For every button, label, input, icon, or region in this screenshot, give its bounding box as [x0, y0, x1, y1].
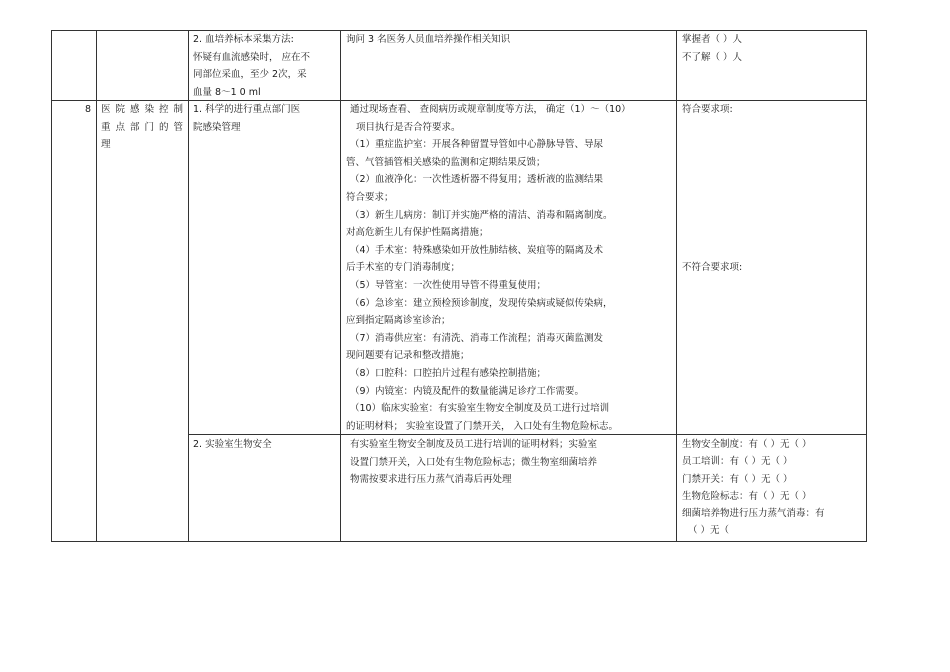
text-line: （6）急诊室：建立预检预诊制度，发现传染病或疑似传染病， — [350, 297, 613, 309]
text-line: 不了解（ ）人 — [682, 51, 743, 63]
text-line: 血量 8～1 0 ml — [193, 86, 261, 98]
item2-result — [682, 436, 864, 540]
text-line: 通过现场查看、 查阅病历或规章制度等方法， 确定（1）～（10） — [350, 104, 631, 115]
item2-title: 2. 实验室生物安全 — [193, 439, 272, 450]
text-line: 1. 科学的进行重点部门医 — [193, 104, 301, 115]
text-line: （3）新生儿病房：制订并实施严格的清洁、消毒和隔离制度。 — [350, 209, 613, 221]
text-line: 员工培训：有（ ）无（ ） — [682, 456, 793, 468]
text-line: 设置门禁开关，入口处有生物危险标志；微生物室细菌培养 — [350, 456, 598, 468]
text-line: 对高危新生儿有保护性隔离措施； — [346, 227, 489, 239]
prev-item-title — [193, 31, 335, 101]
text-line: 管、气管插管相关感染的监测和定期结果反馈； — [346, 156, 546, 168]
text-line: （9）内镜室：内镜及配件的数量能满足诊疗工作需要。 — [350, 385, 585, 397]
text-line: （2）血液净化：一次性透析器不得复用；透析液的监测结果 — [350, 174, 604, 186]
item1-result-fail: 不符合要求项: — [682, 262, 743, 273]
text-line: （7）消毒供应室：有清洗、消毒工作流程；消毒灭菌监测发 — [350, 332, 604, 344]
text-line: （5）导管室：一次性使用导管不得重复使用； — [350, 279, 547, 291]
text-line: （ ）无（ — [688, 525, 730, 537]
text-line: 掌握者（ ）人 — [682, 34, 743, 45]
item1-title — [193, 101, 335, 136]
prev-result — [682, 31, 862, 66]
text-line: 理 — [101, 139, 111, 151]
text-line: 细菌培养物进行压力蒸气消毒：有 — [682, 508, 825, 520]
item1-method — [346, 101, 672, 435]
text-line: （8）口腔科：口腔拍片过程有感染控制措施； — [350, 367, 547, 379]
text-line: 院感染管理 — [193, 121, 241, 133]
prev-method — [346, 31, 672, 49]
text-line: 医 院 感 染 控 制 — [101, 104, 183, 115]
text-line: 应到指定隔离诊室诊治； — [346, 315, 451, 327]
text-line: 后手术室的专门消毒制度； — [346, 262, 461, 274]
category-title — [101, 101, 183, 154]
text-line: 项目执行是否合符要求。 — [356, 121, 461, 133]
text-line: （1）重症监护室：开展各种留置导管如中心静脉导管、导尿 — [350, 139, 604, 151]
text-line: 2. 血培养标本采集方法: — [193, 34, 294, 45]
item1-result-pass: 符合要求项: — [682, 104, 733, 115]
text-line: 生物危险标志：有（ ）无（ ） — [682, 490, 812, 502]
text-line: 询问 3 名医务人员血培养操作相关知识 — [346, 34, 511, 45]
text-line: 同部位采血，至少 2次，采 — [193, 69, 307, 81]
text-line: 怀疑有血流感染时， 应在不 — [193, 51, 311, 63]
item2-method — [350, 436, 672, 489]
text-line: 有实验室生物安全制度及员工进行培训的证明材料；实验室 — [350, 439, 598, 450]
text-line: 符合要求； — [346, 191, 394, 203]
text-line: 重 点 部 门 的 管 — [101, 121, 183, 133]
text-line: （4）手术室：特殊感染如开放性肺结核、炭疽等的隔离及术 — [350, 244, 604, 256]
text-line: 现问题要有记录和整改措施； — [346, 350, 470, 362]
text-line: 的证明材料； 实验室设置了门禁开关， 入口处有生物危险标志。 — [346, 420, 619, 432]
text-line: 生物安全制度：有（ ）无（ ） — [682, 439, 812, 450]
text-line: （10）临床实验室：有实验室生物安全制度及员工进行过培训 — [350, 403, 610, 415]
text-line: 门禁开关：有（ ）无（ ） — [682, 473, 793, 485]
text-line: 物需按要求进行压力蒸气消毒后再处理 — [350, 474, 512, 486]
row-number: 8 — [84, 104, 91, 115]
